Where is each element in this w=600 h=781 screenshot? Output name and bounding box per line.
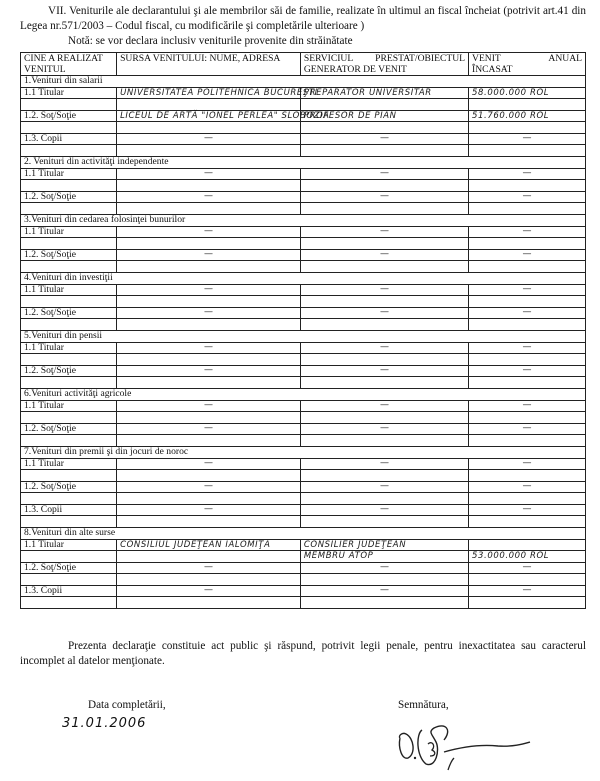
table-row — [21, 343, 586, 354]
cell-income — [469, 401, 586, 412]
cell-who-blank — [21, 435, 117, 447]
header-income-1b: ANUAL — [548, 53, 582, 64]
table-row — [21, 88, 586, 99]
cell-service-line2 — [300, 261, 468, 273]
cell-service — [300, 192, 468, 203]
cell-who-blank — [21, 145, 117, 157]
header-who-line2: VENITUL — [24, 64, 66, 75]
section-title: 3.Venituri din cedarea folosinţei bunurilor — [21, 215, 586, 227]
source-handwritten: UNIVERSITATEA POLITEHNICA BUCUREŞTI — [120, 88, 318, 98]
table-row-continuation — [21, 99, 586, 111]
cell-who-blank — [21, 493, 117, 505]
cell-income — [469, 563, 586, 574]
cell-service-line2 — [300, 435, 468, 447]
source-dash-mark: — — [203, 133, 213, 143]
service-dash-mark: — — [379, 504, 389, 514]
section-title: 6.Venituri activităţi agricole — [21, 389, 586, 401]
section-title: 7.Venituri din premii şi din jocuri de noroc — [21, 447, 586, 459]
source-dash-mark: — — [203, 226, 213, 236]
header-service-2: GENERATOR DE VENIT — [303, 64, 407, 75]
table-row-continuation — [21, 354, 586, 366]
cell-income — [469, 459, 586, 470]
cell-source — [117, 308, 301, 319]
signature-stroke-tick — [448, 758, 454, 770]
income-dash-mark: — — [522, 458, 532, 468]
cell-source — [117, 111, 330, 122]
cell-service — [300, 459, 468, 470]
cell-service-line2 — [300, 180, 468, 192]
signature-dot — [414, 757, 416, 759]
cell-source — [117, 459, 301, 470]
service-dash-mark: — — [379, 585, 389, 595]
cell-income — [469, 88, 586, 99]
table-row — [21, 586, 586, 597]
cell-who-blank — [21, 354, 117, 366]
table-row — [21, 424, 586, 435]
signature-label: Semnătura, — [398, 699, 449, 711]
cell-service-line2 — [300, 296, 468, 308]
table-row-continuation — [21, 597, 586, 609]
cell-income — [469, 285, 586, 296]
cell-who-blank — [21, 551, 117, 563]
cell-service — [300, 111, 468, 122]
cell-who: 1.1 Titular — [21, 401, 117, 412]
source-dash-mark: — — [203, 423, 213, 433]
cell-source-blank — [117, 180, 301, 192]
cell-source — [117, 366, 301, 377]
cell-service — [300, 586, 468, 597]
declaration-block — [20, 639, 586, 669]
cell-income-line2 — [469, 435, 586, 447]
section-title: 1.Venituri din salarii — [21, 76, 586, 88]
cell-service — [300, 540, 468, 551]
cell-service-line2 — [300, 412, 468, 424]
intro-note: Notă: se vor declara inclusiv veniturile provenite din străinătate — [68, 35, 353, 47]
section-header-row — [21, 447, 586, 459]
cell-income — [469, 424, 586, 435]
service-dash-mark: — — [379, 458, 389, 468]
table-row — [21, 250, 586, 261]
service-dash-mark: — — [379, 307, 389, 317]
cell-source — [117, 250, 301, 261]
source-dash-mark: — — [203, 458, 213, 468]
cell-source — [117, 169, 301, 180]
cell-source — [117, 192, 301, 203]
cell-income-line2 — [469, 470, 586, 482]
header-service-1a: SERVICIUL — [303, 53, 354, 64]
cell-income — [469, 482, 586, 493]
cell-service — [300, 227, 468, 238]
cell-income — [469, 505, 586, 516]
cell-service — [300, 343, 468, 354]
table-row — [21, 308, 586, 319]
service-dash-mark: — — [379, 191, 389, 201]
cell-income-line2 — [469, 412, 586, 424]
header-service — [300, 53, 468, 76]
cell-service — [300, 169, 468, 180]
cell-who: 1.1 Titular — [21, 88, 117, 99]
cell-source-blank — [117, 354, 301, 366]
cell-source — [117, 482, 301, 493]
income-dash-mark: — — [522, 342, 532, 352]
source-dash-mark: — — [203, 342, 213, 352]
table-row-continuation — [21, 145, 586, 157]
cell-service — [300, 401, 468, 412]
source-handwritten: CONSILIUL JUDEŢEAN IALOMIŢA — [120, 540, 271, 550]
cell-income — [469, 111, 586, 122]
section-title: 8.Venituri din alte surse — [21, 528, 586, 540]
source-dash-mark: — — [203, 400, 213, 410]
signature-stroke-d — [399, 733, 413, 758]
signature-stroke-tail — [444, 742, 530, 752]
cell-source-blank — [117, 493, 301, 505]
cell-who: 1.3. Copii — [21, 505, 117, 516]
section-header-row — [21, 389, 586, 401]
cell-service-line2 — [300, 493, 468, 505]
service-handwritten: CONSILIER JUDEŢEAN — [303, 540, 407, 550]
cell-service — [300, 505, 468, 516]
cell-who: 1.1 Titular — [21, 343, 117, 354]
cell-service — [300, 250, 468, 261]
cell-source-blank — [117, 145, 301, 157]
table-row — [21, 285, 586, 296]
source-dash-mark: — — [203, 585, 213, 595]
cell-service-line2 — [300, 377, 468, 389]
cell-source-blank — [117, 99, 301, 111]
table-row — [21, 169, 586, 180]
cell-source — [117, 134, 301, 145]
service-handwritten: PREPARATOR UNIVERSITAR — [303, 88, 432, 98]
cell-income-line2 — [469, 493, 586, 505]
cell-income — [469, 308, 586, 319]
section-header-row — [21, 157, 586, 169]
source-dash-mark: — — [203, 504, 213, 514]
cell-source — [117, 401, 301, 412]
table-row-continuation — [21, 180, 586, 192]
income-dash-mark: — — [522, 504, 532, 514]
date-value-handwritten: 31.01.2006 — [62, 716, 147, 731]
cell-service-line2 — [300, 597, 468, 609]
cell-service — [300, 308, 468, 319]
cell-who: 1.1 Titular — [21, 169, 117, 180]
cell-who: 1.3. Copii — [21, 134, 117, 145]
cell-source — [117, 540, 301, 551]
table-row-continuation — [21, 412, 586, 424]
cell-who-blank — [21, 574, 117, 586]
cell-source — [117, 88, 318, 99]
service-dash-mark: — — [379, 342, 389, 352]
section-title: 5.Venituri din pensii — [21, 331, 586, 343]
cell-who: 1.2. Soţ/Soţie — [21, 192, 117, 203]
income-dash-mark: — — [522, 133, 532, 143]
cell-income-line2 — [469, 145, 586, 157]
income-dash-mark: — — [522, 226, 532, 236]
table-row-continuation — [21, 470, 586, 482]
cell-who-blank — [21, 238, 117, 250]
income-dash-mark: — — [522, 585, 532, 595]
header-who — [21, 53, 117, 76]
cell-source-blank — [117, 574, 301, 586]
cell-source-blank — [117, 516, 301, 528]
cell-who-blank — [21, 516, 117, 528]
section-header-row — [21, 76, 586, 88]
source-dash-mark: — — [203, 307, 213, 317]
cell-income-line2 — [469, 261, 586, 273]
source-handwritten: LICEUL DE ARTĂ "IONEL PERLEA" SLOBOZIA — [120, 111, 330, 121]
cell-income — [469, 366, 586, 377]
service-dash-mark: — — [379, 562, 389, 572]
cell-source — [117, 586, 301, 597]
income-dash-mark: — — [522, 168, 532, 178]
table-row — [21, 563, 586, 574]
cell-service-line2 — [300, 203, 468, 215]
signature-stroke-b — [428, 743, 435, 756]
section-header-row — [21, 215, 586, 227]
cell-service — [300, 424, 468, 435]
cell-income — [469, 227, 586, 238]
table-row — [21, 482, 586, 493]
source-dash-mark: — — [203, 284, 213, 294]
table-row-continuation — [21, 551, 586, 563]
table-row-continuation — [21, 296, 586, 308]
source-dash-mark: — — [203, 191, 213, 201]
service-line2-handwritten: MEMBRU ATOP — [303, 551, 374, 561]
cell-service-line2 — [300, 145, 468, 157]
service-dash-mark: — — [379, 423, 389, 433]
table-row — [21, 540, 586, 551]
cell-service — [300, 285, 468, 296]
cell-who: 1.1 Titular — [21, 285, 117, 296]
income-line2-handwritten: 53.000.000 ROL — [472, 551, 550, 561]
cell-service — [300, 563, 468, 574]
cell-service-line2 — [300, 354, 468, 366]
cell-who: 1.3. Copii — [21, 586, 117, 597]
table-row — [21, 366, 586, 377]
cell-who-blank — [21, 296, 117, 308]
cell-source-blank — [117, 122, 301, 134]
cell-source-blank — [117, 238, 301, 250]
cell-income-line2 — [469, 99, 586, 111]
income-handwritten: 58.000.000 ROL — [472, 88, 550, 98]
income-dash-mark: — — [522, 400, 532, 410]
cell-who: 1.2. Soţ/Soţie — [21, 424, 117, 435]
cell-who-blank — [21, 180, 117, 192]
cell-source-blank — [117, 377, 301, 389]
cell-income — [469, 343, 586, 354]
header-income — [469, 53, 586, 76]
cell-who-blank — [21, 597, 117, 609]
service-dash-mark: — — [379, 133, 389, 143]
table-row-continuation — [21, 238, 586, 250]
cell-income-line2 — [469, 574, 586, 586]
cell-who-blank — [21, 470, 117, 482]
table-row — [21, 134, 586, 145]
cell-service-line2 — [300, 238, 468, 250]
table-row-continuation — [21, 516, 586, 528]
table-row-continuation — [21, 574, 586, 586]
signature-stroke-loop — [418, 726, 448, 765]
cell-service — [300, 134, 468, 145]
cell-source — [117, 563, 301, 574]
cell-source-blank — [117, 261, 301, 273]
cell-income — [469, 540, 586, 551]
cell-source-blank — [117, 597, 301, 609]
cell-who: 1.1 Titular — [21, 459, 117, 470]
cell-income — [469, 192, 586, 203]
service-handwritten: PROFESOR DE PIAN — [303, 111, 397, 121]
cell-who-blank — [21, 261, 117, 273]
cell-service — [300, 366, 468, 377]
table-row — [21, 227, 586, 238]
cell-who-blank — [21, 203, 117, 215]
header-service-1b: PRESTAT/OBIECTUL — [375, 53, 466, 64]
source-dash-mark: — — [203, 365, 213, 375]
table-row-continuation — [21, 261, 586, 273]
header-income-1a: VENIT — [472, 53, 501, 64]
table-row-continuation — [21, 377, 586, 389]
cell-source-blank — [117, 470, 301, 482]
cell-service-line2 — [300, 574, 468, 586]
cell-service-line2 — [300, 99, 468, 111]
income-dash-mark: — — [522, 191, 532, 201]
cell-income-line2 — [469, 551, 586, 563]
table-row-continuation — [21, 319, 586, 331]
cell-who-blank — [21, 377, 117, 389]
section-title: 4.Venituri din investiţii — [21, 273, 586, 285]
cell-income-line2 — [469, 296, 586, 308]
source-dash-mark: — — [203, 481, 213, 491]
cell-source — [117, 424, 301, 435]
cell-source — [117, 505, 301, 516]
cell-source-blank — [117, 435, 301, 447]
header-income-2: ÎNCASAT — [472, 64, 513, 75]
cell-source-blank — [117, 412, 301, 424]
service-dash-mark: — — [379, 284, 389, 294]
income-dash-mark: — — [522, 365, 532, 375]
cell-who-blank — [21, 122, 117, 134]
table-row — [21, 401, 586, 412]
income-dash-mark: — — [522, 284, 532, 294]
table-row-continuation — [21, 435, 586, 447]
cell-income-line2 — [469, 203, 586, 215]
cell-income — [469, 250, 586, 261]
cell-who: 1.1 Titular — [21, 227, 117, 238]
table-row — [21, 459, 586, 470]
signature-image — [388, 708, 548, 778]
service-dash-mark: — — [379, 168, 389, 178]
income-dash-mark: — — [522, 562, 532, 572]
cell-source — [117, 227, 301, 238]
cell-income-line2 — [469, 597, 586, 609]
cell-income-line2 — [469, 319, 586, 331]
source-dash-mark: — — [203, 562, 213, 572]
cell-source-blank — [117, 319, 301, 331]
header-who-line1: CINE A REALIZAT — [24, 53, 103, 64]
cell-source — [117, 343, 301, 354]
cell-service — [300, 482, 468, 493]
cell-income-line2 — [469, 122, 586, 134]
table-row — [21, 505, 586, 516]
cell-who: 1.2. Soţ/Soţie — [21, 250, 117, 261]
service-dash-mark: — — [379, 365, 389, 375]
cell-source-blank — [117, 203, 301, 215]
section-intro — [20, 4, 586, 49]
cell-service-line2 — [300, 551, 468, 563]
header-source: SURSA VENITULUI: NUME, ADRESA — [117, 53, 301, 76]
service-dash-mark: — — [379, 226, 389, 236]
cell-service-line2 — [300, 470, 468, 482]
service-dash-mark: — — [379, 400, 389, 410]
section-header-row — [21, 528, 586, 540]
income-dash-mark: — — [522, 249, 532, 259]
intro-paragraph: VII. Veniturile ale declarantului şi ale membrilor săi de familie, realizate în ultimul an fiscal încheiat (potrivit art.41 din Legea nr.571/2003 – Codul fiscal, cu modificările şi completările ulterioare ) — [20, 5, 586, 32]
cell-income-line2 — [469, 354, 586, 366]
cell-service-line2 — [300, 516, 468, 528]
cell-income-line2 — [469, 180, 586, 192]
cell-who: 1.2. Soţ/Soţie — [21, 366, 117, 377]
cell-who-blank — [21, 99, 117, 111]
table-row — [21, 192, 586, 203]
cell-who-blank — [21, 319, 117, 331]
cell-source — [117, 285, 301, 296]
cell-income-line2 — [469, 516, 586, 528]
cell-income-line2 — [469, 238, 586, 250]
section-title: 2. Venituri din activităţi independente — [21, 157, 586, 169]
service-dash-mark: — — [379, 481, 389, 491]
cell-who: 1.2. Soţ/Soţie — [21, 111, 117, 122]
source-dash-mark: — — [203, 168, 213, 178]
cell-income — [469, 169, 586, 180]
cell-who: 1.2. Soţ/Soţie — [21, 563, 117, 574]
cell-who-blank — [21, 412, 117, 424]
date-label: Data completării, — [88, 699, 166, 711]
cell-source-blank — [117, 551, 301, 563]
service-dash-mark: — — [379, 249, 389, 259]
cell-who: 1.2. Soţ/Soţie — [21, 482, 117, 493]
cell-income — [469, 134, 586, 145]
cell-who: 1.1 Titular — [21, 540, 117, 551]
table-row-continuation — [21, 203, 586, 215]
declaration-text: Prezenta declaraţie constituie act public şi răspund, potrivit legii penale, pentru inexactitatea sau caracterul incomplet al datelor menţionate. — [20, 640, 586, 667]
table-row — [21, 111, 586, 122]
cell-income-line2 — [469, 377, 586, 389]
table-header-row — [21, 53, 586, 76]
income-dash-mark: — — [522, 423, 532, 433]
source-dash-mark: — — [203, 249, 213, 259]
income-dash-mark: — — [522, 307, 532, 317]
section-header-row — [21, 273, 586, 285]
income-handwritten: 51.760.000 ROL — [472, 111, 550, 121]
cell-service-line2 — [300, 319, 468, 331]
table-row-continuation — [21, 122, 586, 134]
table-row-continuation — [21, 493, 586, 505]
cell-source-blank — [117, 296, 301, 308]
cell-who: 1.2. Soţ/Soţie — [21, 308, 117, 319]
income-table — [20, 52, 586, 609]
cell-service — [300, 88, 468, 99]
income-dash-mark: — — [522, 481, 532, 491]
section-header-row — [21, 331, 586, 343]
cell-income — [469, 586, 586, 597]
cell-service-line2 — [300, 122, 468, 134]
